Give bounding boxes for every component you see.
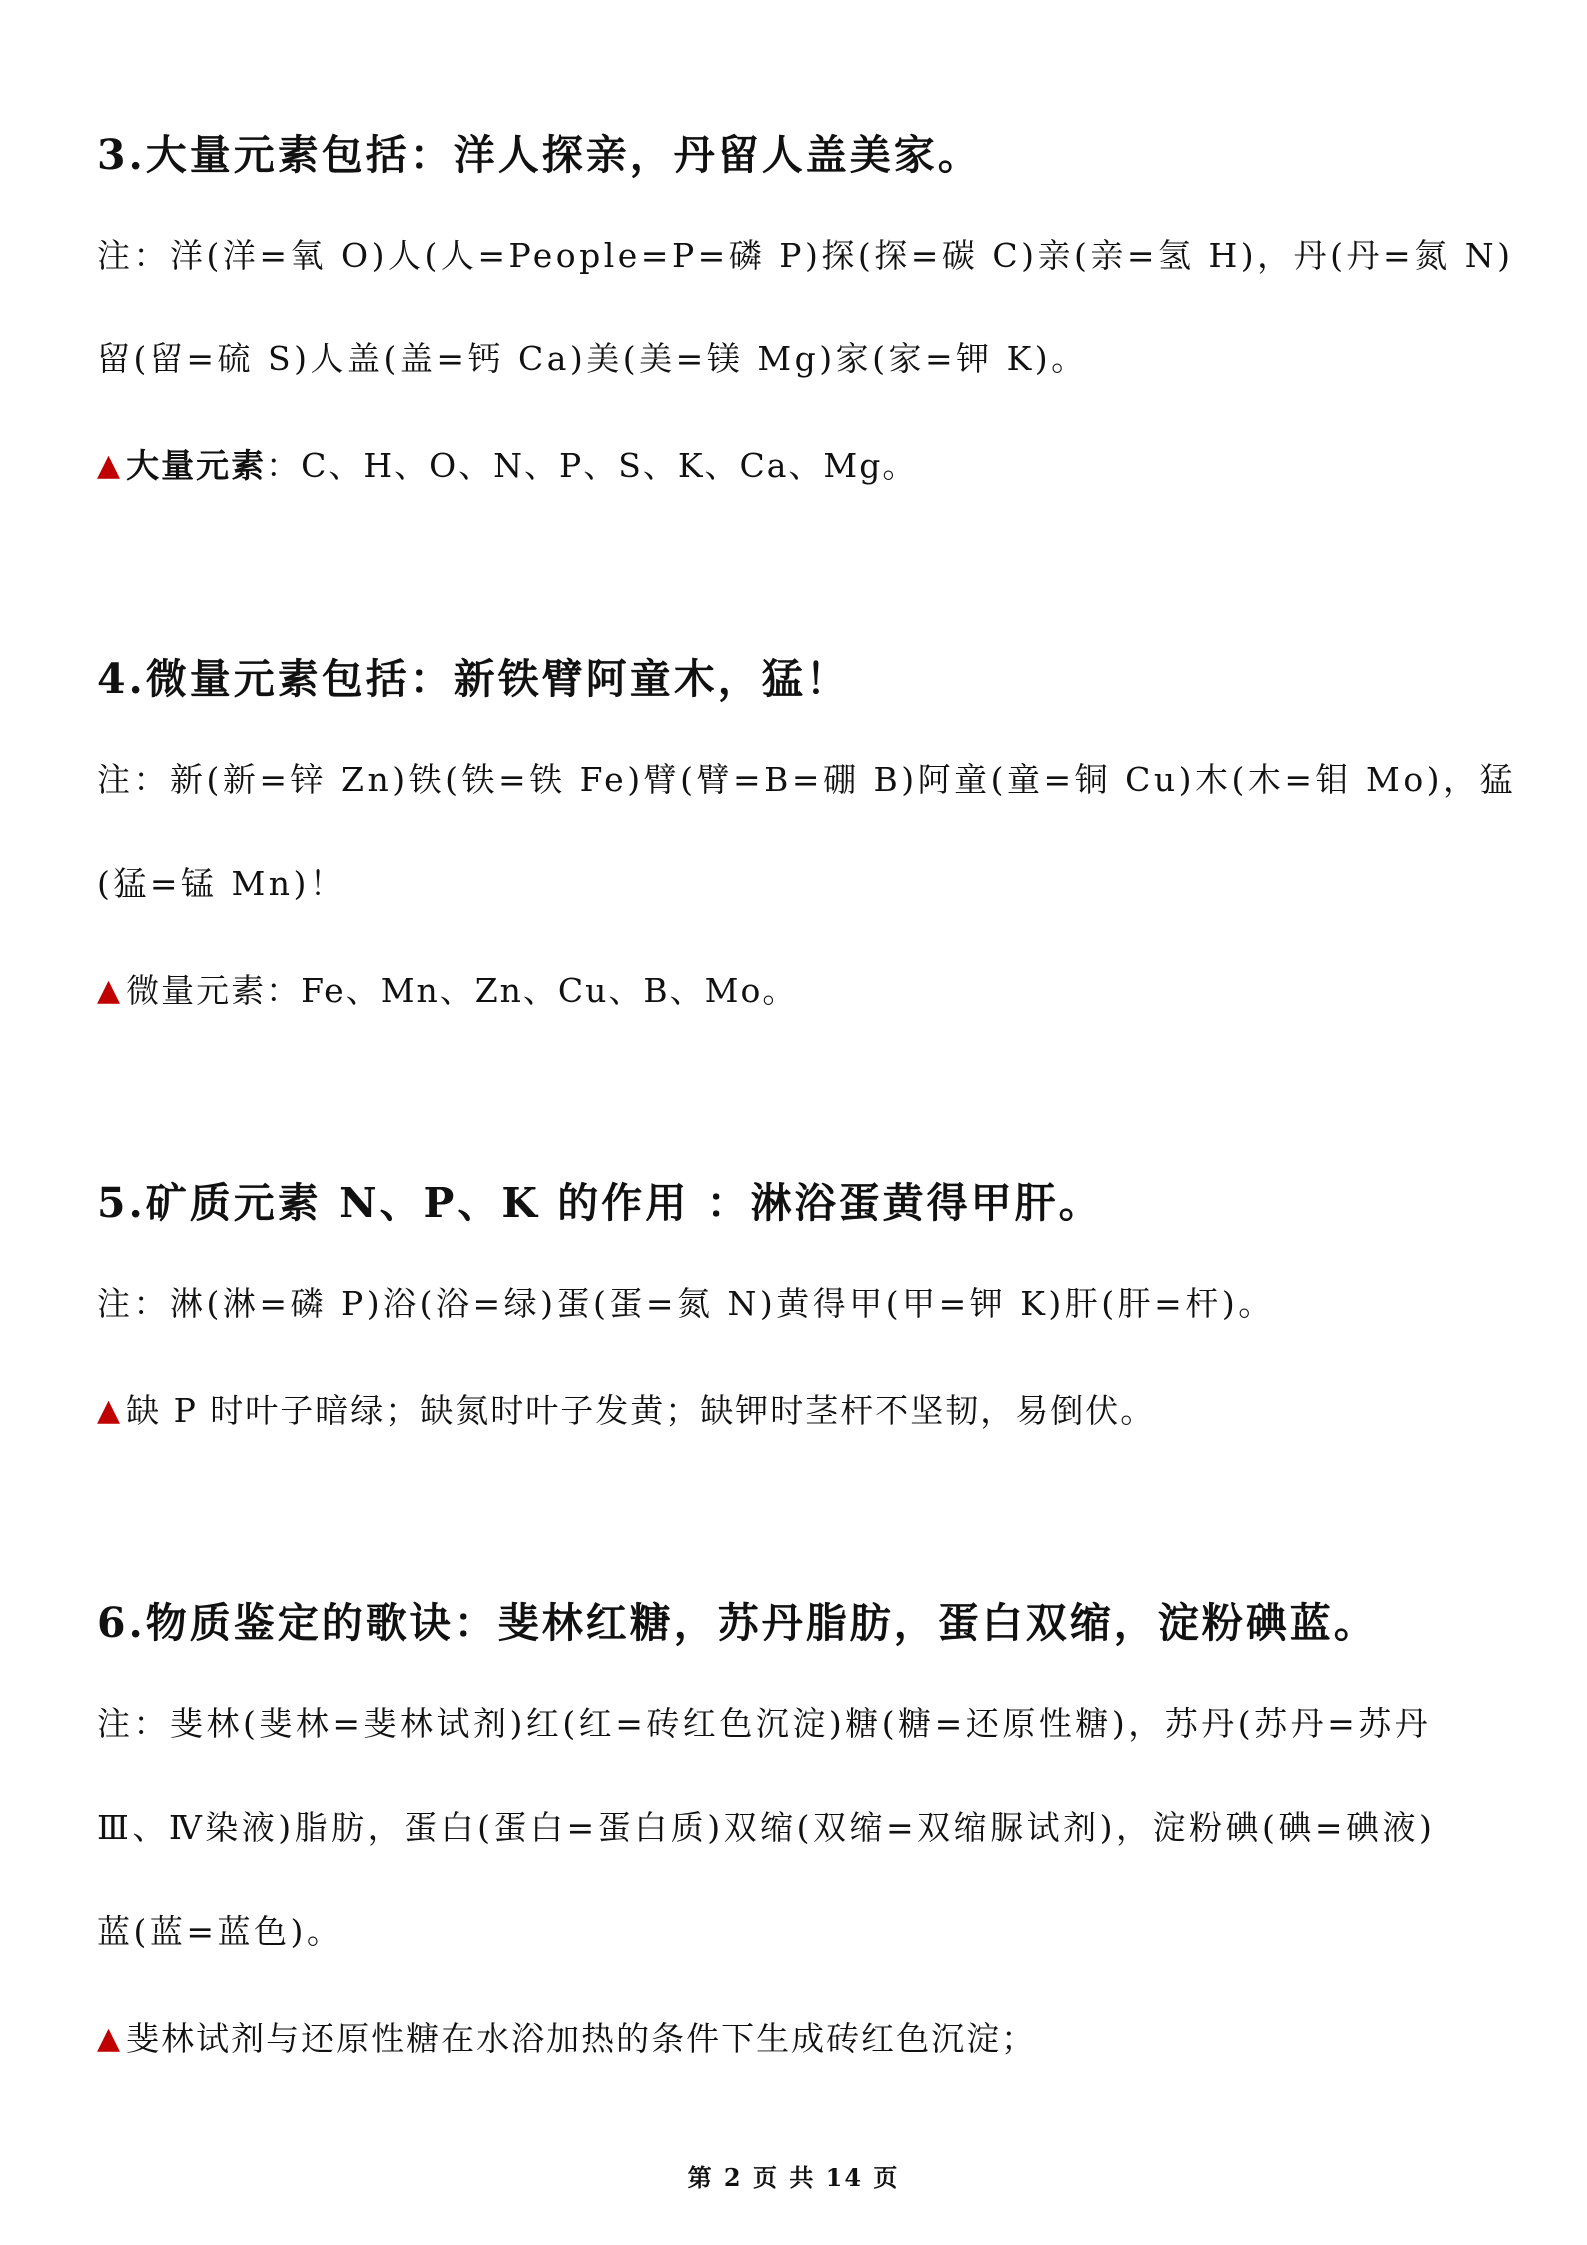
section-3-note-line-2: 留(留=硫 S)人盖(盖=钙 Ca)美(美=镁 Mg)家(家=钾 K)。: [97, 339, 1088, 378]
section-4-note-line-1: 注：新(新=锌 Zn)铁(铁=铁 Fe)臂(臂=B=硼 B)阿童(童=铜 Cu)木(木=钼 Mo)，猛: [97, 760, 1517, 799]
section-6-key-point: [97, 2013, 1507, 2060]
section-4-heading: 4.微量元素包括：新铁臂阿童木，猛！: [97, 655, 850, 703]
section-6-note-line-1: 注：斐林(斐林=斐林试剂)红(红=砖红色沉淀)糖(糖=还原性糖)，苏丹(苏丹=苏丹: [97, 1704, 1432, 1743]
section-6-key-point-text: 斐林试剂与还原性糖在水浴加热的条件下生成砖红色沉淀；: [126, 2019, 1037, 2058]
section-6-heading: 6.物质鉴定的歌诀：斐林红糖，苏丹脂肪，蛋白双缩，淀粉碘蓝。: [97, 1599, 1378, 1647]
section-6-note-line-3: 蓝(蓝=蓝色)。: [97, 1912, 344, 1951]
section-5-note-line-1: 注：淋(淋=磷 P)浴(浴=绿)蛋(蛋=氮 N)黄得甲(甲=钾 K)肝(肝=杆)。: [97, 1284, 1275, 1323]
section-4-note-line-2: (猛=锰 Mn)！: [97, 864, 347, 903]
section-3-key-point-label: 大量元素: [126, 446, 267, 485]
red-triangle-icon: ▲: [97, 973, 123, 1008]
page-footer: 第 2 页 共 14 页: [687, 2163, 900, 2192]
section-6-note-line-2: Ⅲ、Ⅳ染液)脂肪，蛋白(蛋白=蛋白质)双缩(双缩=双缩脲试剂)，淀粉碘(碘=碘液): [97, 1808, 1436, 1847]
section-5-heading: 5.矿质元素 N、P、K 的作用 ：淋浴蛋黄得甲肝。: [97, 1179, 1103, 1227]
red-triangle-icon: ▲: [97, 1393, 123, 1428]
section-5-key-point-text: 缺 P 时叶子暗绿；缺氮时叶子发黄；缺钾时茎杆不坚韧，易倒伏。: [126, 1391, 1156, 1430]
section-3-key-point: [97, 440, 1507, 487]
section-4-key-point: [97, 965, 1507, 1012]
red-triangle-icon: ▲: [97, 2021, 123, 2056]
section-5-key-point: [97, 1385, 1507, 1432]
section-4-key-point-text: 微量元素：Fe、Mn、Zn、Cu、B、Mo。: [126, 971, 798, 1010]
section-3-note-line-1: 注：洋(洋=氧 O)人(人=People=P=磷 P)探(探=碳 C)亲(亲=氢 H)，丹(丹=氮 N): [97, 236, 1514, 275]
section-3-key-point-text: ：C、H、O、N、P、S、K、Ca、Mg。: [266, 446, 918, 485]
red-triangle-icon: ▲: [97, 448, 123, 483]
section-3-heading: 3.大量元素包括：洋人探亲，丹留人盖美家。: [97, 131, 982, 179]
